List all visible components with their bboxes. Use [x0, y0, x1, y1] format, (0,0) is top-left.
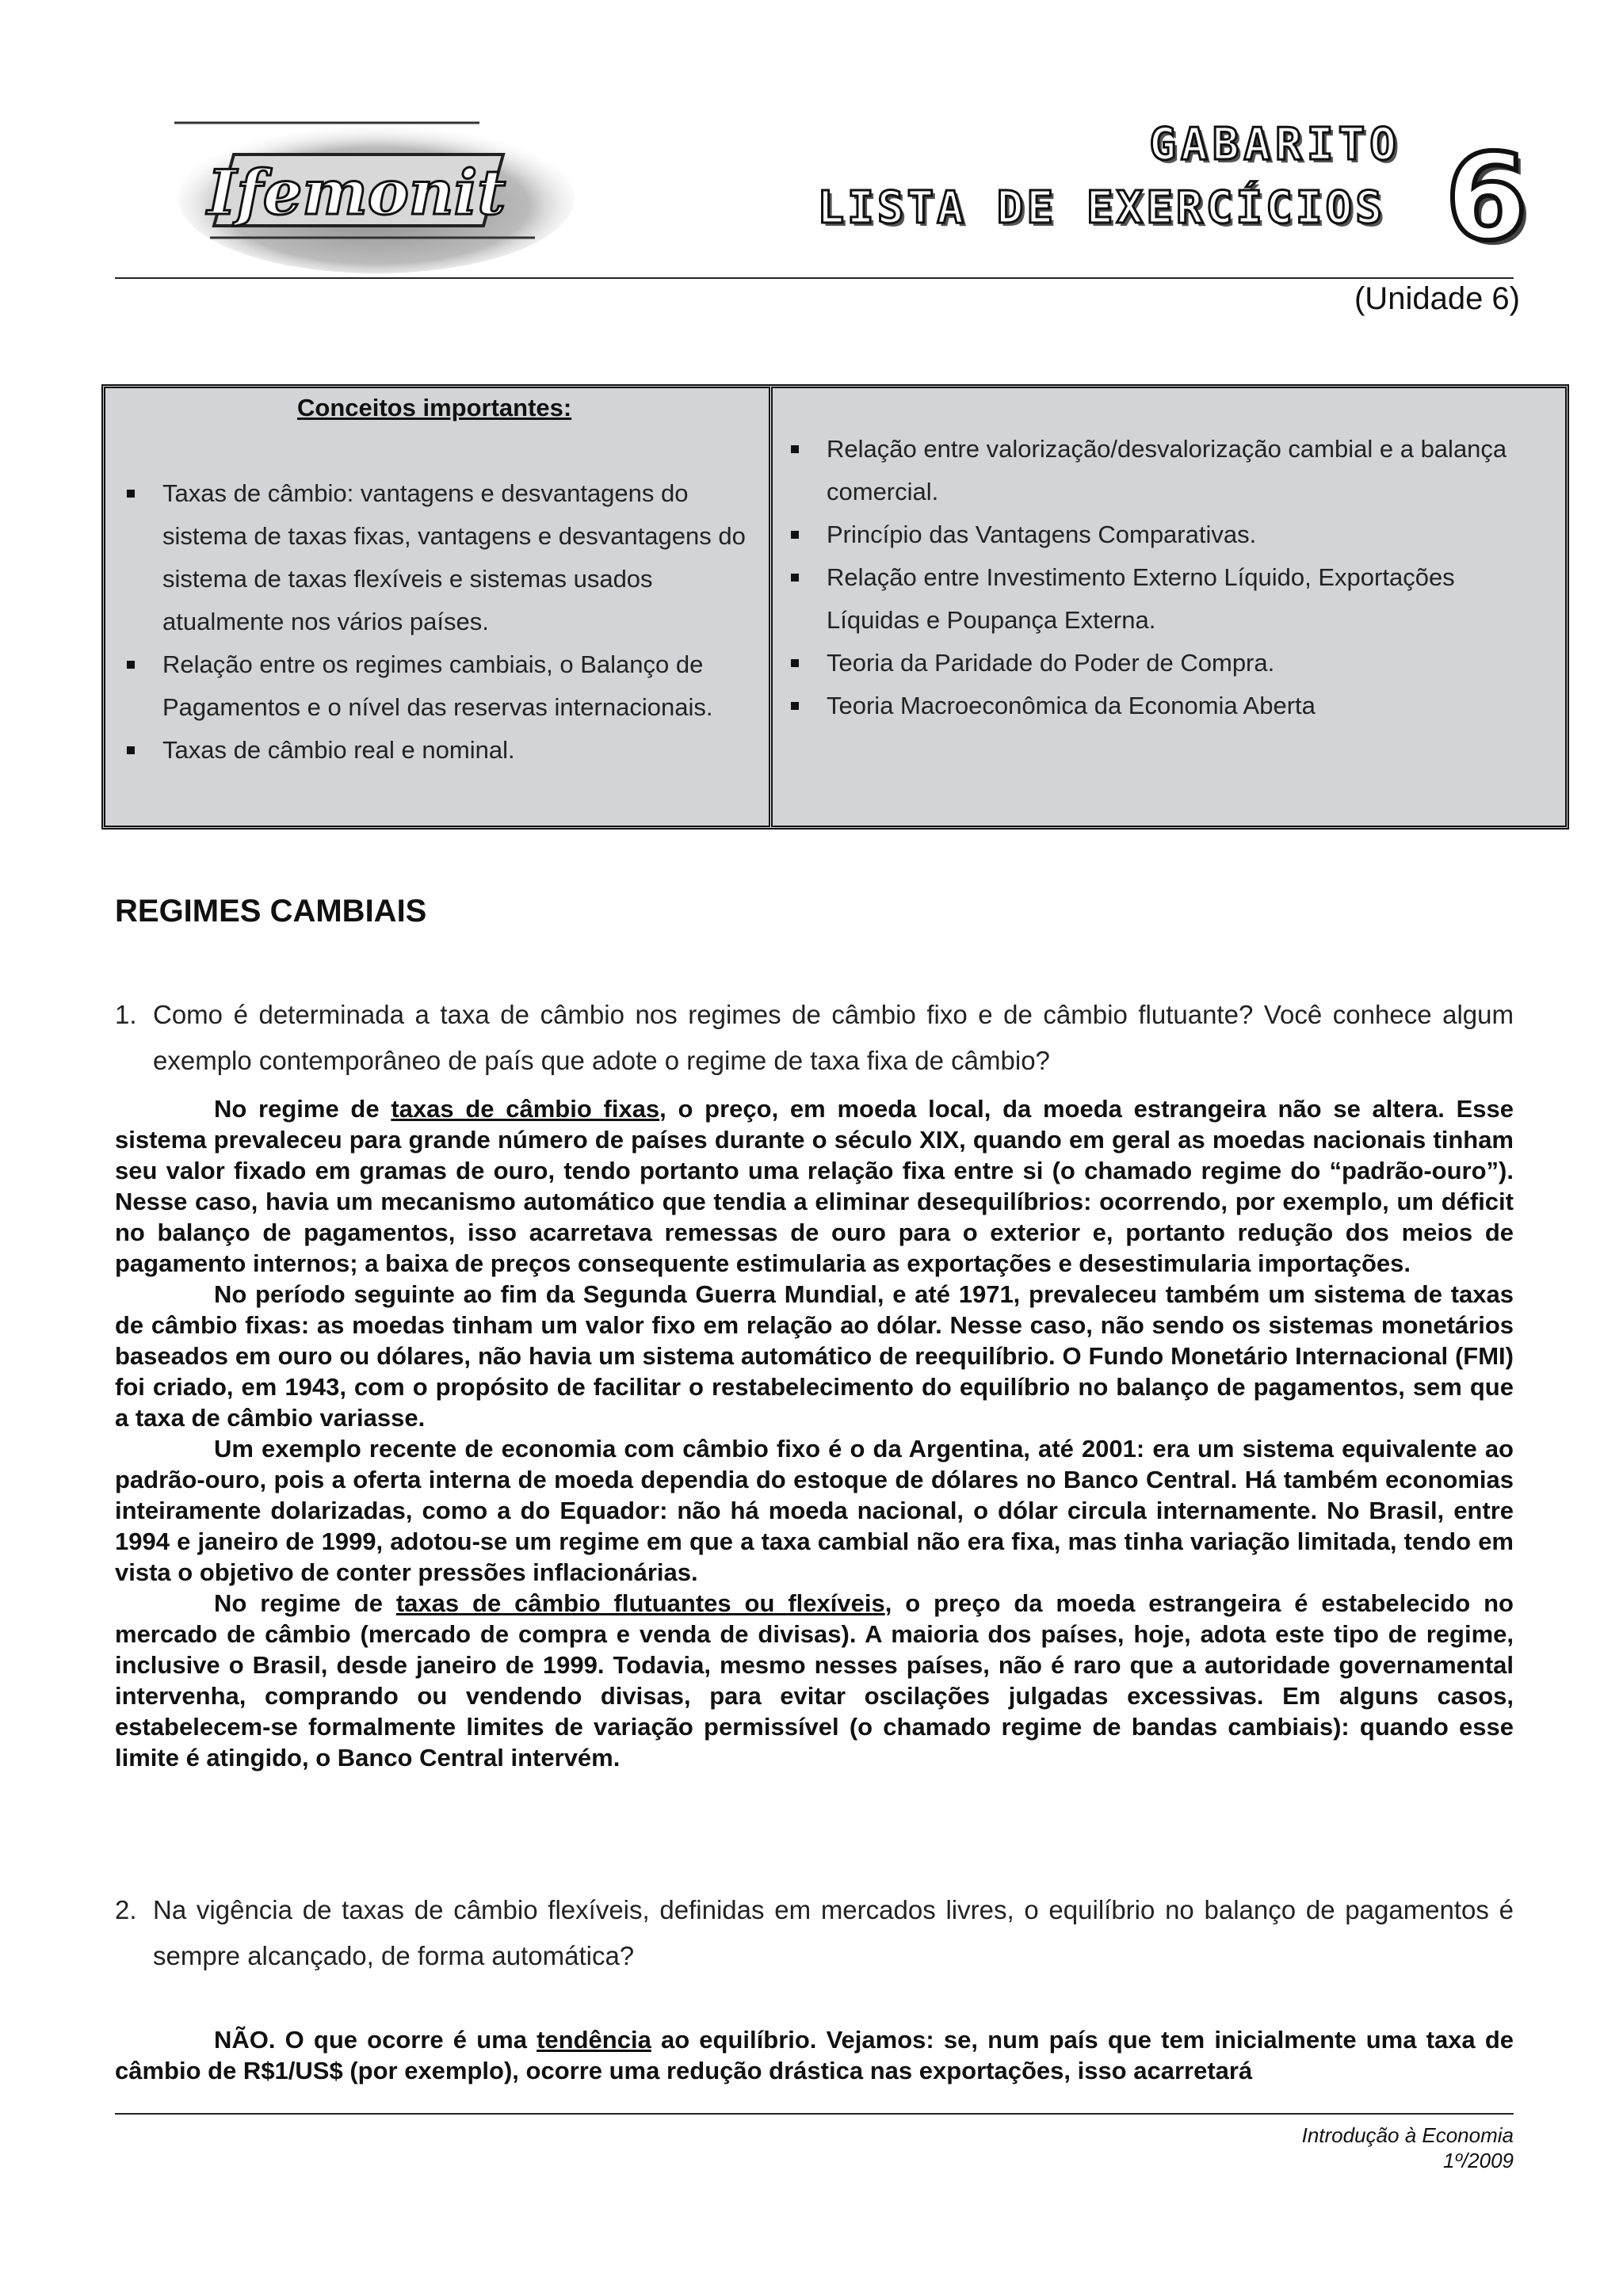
gabarito-title: GABARITO	[1149, 119, 1401, 170]
concept-item: Taxas de câmbio real e nominal.	[119, 729, 753, 772]
concepts-column-divider	[769, 387, 773, 827]
answer-text: , o preço, em moeda local, da moeda estrangeira não se altera. Esse sistema prevaleceu para grande número de países durante o século XIX, quando em geral as moedas nacionais tinham seu valor fixado em gramas de ouro, tendo portanto uma relação fixa entre si (o chamado regime do “padrão-ouro”). Nesse caso, havia um mecanismo automático que tendia a eliminar desequilíbrios: ocorrendo, por exemplo, um déficit no balanço de pagamentos, isso acarretava remessas de ouro para o exterior e, portanto redução dos meios de pagamento internos; a baixa de preços consequente estimularia as exportações e desestimularia importações.	[115, 1095, 1514, 1277]
concept-item: Relação entre valorização/desvalorização cambial e a balança comercial.	[783, 428, 1520, 513]
concepts-right-list	[783, 428, 1520, 727]
concepts-left-list	[119, 472, 753, 772]
answer-2	[115, 2024, 1514, 2086]
logo-text: Ifemonit	[207, 157, 506, 229]
concept-item: Princípio das Vantagens Comparativas.	[783, 513, 1520, 556]
footer-divider	[115, 2113, 1514, 2115]
answer-paragraph	[115, 2024, 1514, 2086]
section-heading: REGIMES CAMBIAIS	[115, 894, 427, 929]
question-2	[115, 1887, 1514, 1979]
footer-term: 1º/2009	[1442, 2149, 1514, 2172]
answer-text: NÃO. O que ocorre é uma	[214, 2026, 537, 2054]
concepts-title: Conceitos importantes:	[297, 394, 572, 421]
underlined-term: taxas de câmbio flutuantes ou flexíveis	[395, 1589, 885, 1617]
answer-1	[115, 1093, 1514, 1773]
concept-item: Teoria da Paridade do Poder de Compra.	[783, 642, 1520, 685]
logo	[162, 111, 575, 273]
answer-text: , o preço da moeda estrangeira é estabelecido no mercado de câmbio (mercado de compra e venda de divisas). A maioria dos países, hoje, adota este tipo de regime, inclusive o Brasil, desde janeiro de 1999. Todavia, mesmo nesses países, não é raro que a autoridade governamental intervenha, comprando ou vendendo divisas, para evitar oscilações julgadas excessivas. Em alguns casos, estabelecem-se formalmente limites de variação permissível (o chamado regime de bandas cambiais): quando esse limite é atingido, o Banco Central intervém.	[115, 1589, 1514, 1772]
question-text: Na vigência de taxas de câmbio flexíveis, definidas em mercados livres, o equilíbrio no balanço de pagamentos é sempre alcançado, de forma automática?	[153, 1895, 1514, 1970]
question-1	[115, 992, 1514, 1084]
concept-item: Teoria Macroeconômica da Economia Aberta	[783, 685, 1520, 727]
answer-paragraph: Um exemplo recente de economia com câmbio fixo é o da Argentina, até 2001: era um sistema equivalente ao padrão-ouro, pois a oferta interna de moeda dependia do estoque de dólares no Banco Central. Há também economias inteiramente dolarizadas, como a do Equador: não há moeda nacional, o dólar circula internamente. No Brasil, entre 1994 e janeiro de 1999, adotou-se um regime em que a taxa cambial não era fixa, mas tinha variação limitada, tendo em vista o objetivo de conter pressões inflacionárias.	[115, 1435, 1514, 1586]
answer-text: No regime de	[214, 1095, 391, 1123]
header-divider	[115, 277, 1514, 279]
answer-text: ao equilíbrio. Vejamos: se, num país que tem inicialmente uma taxa de câmbio de R$1/US$ (por exemplo), ocorre uma redução drástica nas exportações, isso acarretará	[115, 2026, 1514, 2084]
list-title: LISTA DE EXERCÍCIOS	[817, 182, 1385, 234]
underlined-term: tendência	[537, 2026, 651, 2054]
answer-paragraph: No período seguinte ao fim da Segunda Guerra Mundial, e até 1971, prevaleceu também um sistema de taxas de câmbio fixas: as moedas tinham um valor fixo em relação ao dólar. Nesse caso, não sendo os sistemas monetários baseados em ouro ou dólares, não havia um sistema automático de reequilíbrio. O Fundo Monetário Internacional (FMI) foi criado, em 1943, com o propósito de facilitar o restabelecimento do equilíbrio no balanço de pagamentos, sem que a taxa de câmbio variasse.	[115, 1280, 1514, 1432]
question-number: 1.	[115, 1000, 137, 1029]
list-number: 6	[1445, 129, 1528, 267]
concept-item: Relação entre os regimes cambiais, o Balanço de Pagamentos e o nível das reservas internacionais.	[119, 643, 753, 729]
question-number: 2.	[115, 1895, 137, 1924]
concept-item: Taxas de câmbio: vantagens e desvantagens do sistema de taxas fixas, vantagens e desvantagens do sistema de taxas flexíveis e sistemas usados atualmente nos vários países.	[119, 472, 753, 643]
answer-paragraph	[115, 1588, 1514, 1773]
unit-label: (Unidade 6)	[1354, 281, 1520, 316]
underlined-term: taxas de câmbio fixas	[391, 1095, 660, 1123]
question-text: Como é determinada a taxa de câmbio nos regimes de câmbio fixo e de câmbio flutuante? Você conhece algum exemplo contemporâneo de país que adote o regime de taxa fixa de câmbio?	[153, 1000, 1514, 1075]
answer-text: No regime de	[214, 1589, 396, 1617]
footer-course: Introdução à Economia	[1301, 2123, 1514, 2147]
concept-item: Relação entre Investimento Externo Líquido, Exportações Líquidas e Poupança Externa.	[783, 556, 1520, 642]
answer-paragraph	[115, 1093, 1514, 1279]
